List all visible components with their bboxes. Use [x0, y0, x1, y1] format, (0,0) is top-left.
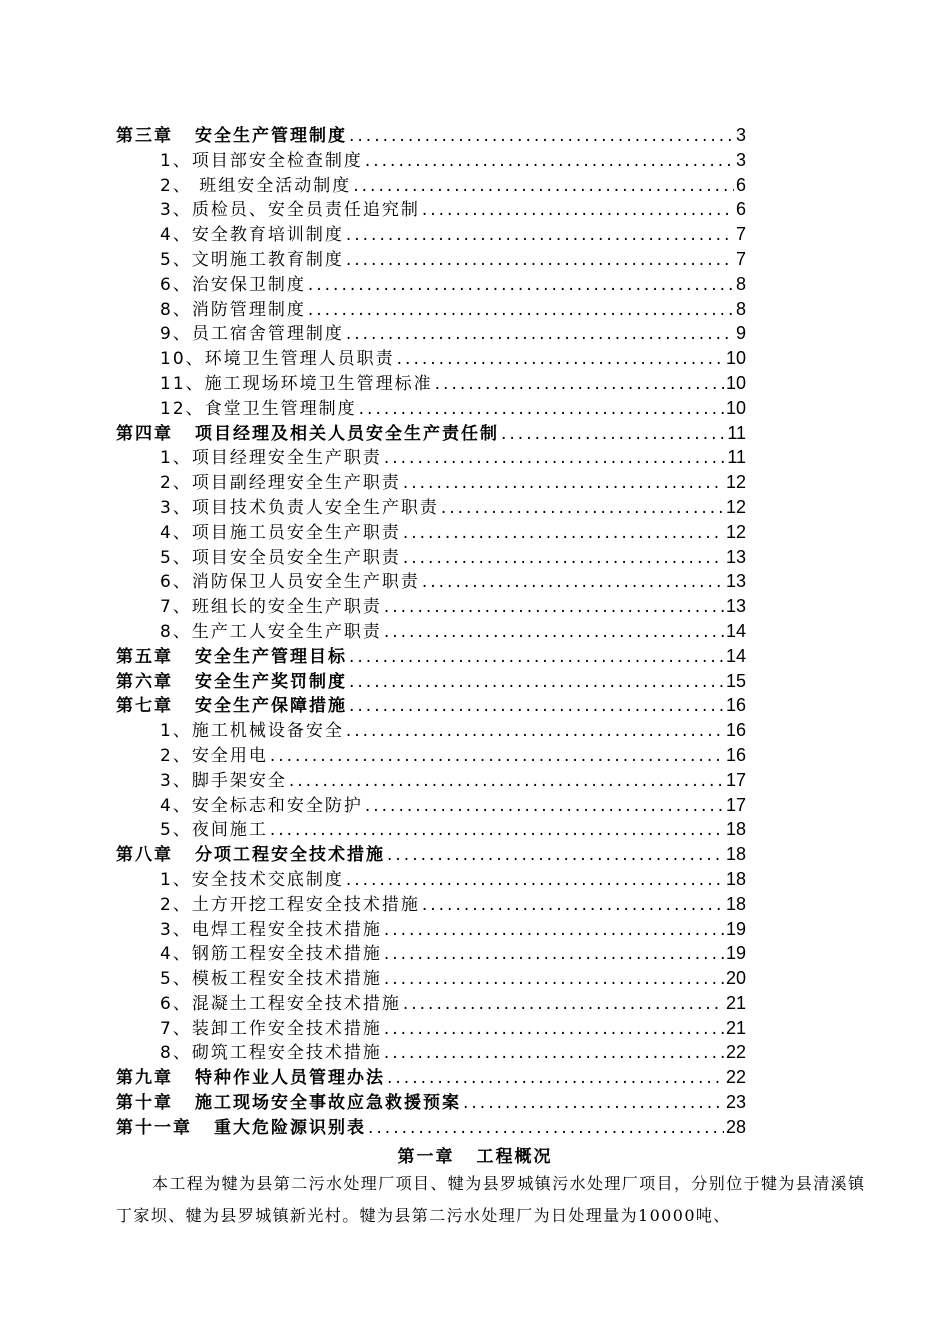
toc-dot-leader: [384, 942, 724, 966]
toc-item-entry[interactable]: [116, 817, 746, 842]
toc-dot-leader: [501, 422, 725, 446]
toc-entry-title: [160, 818, 268, 842]
toc-entry-title: [160, 744, 268, 768]
toc-entry-number: 8、: [160, 1043, 192, 1064]
toc-entry-text: 项目技术负责人安全生产职责: [191, 497, 439, 518]
toc-dot-leader: [368, 1116, 724, 1140]
toc-page-number: 21: [725, 1017, 746, 1038]
toc-entry-title: [160, 1017, 382, 1041]
section-number: 第一章: [397, 1147, 455, 1167]
toc-page-number: 21: [725, 992, 746, 1013]
toc-page-number: 22: [725, 1067, 746, 1088]
toc-chapter-entry[interactable]: [116, 1090, 746, 1115]
toc-entry-title: [160, 149, 363, 173]
toc-entry-text: 混凝土工程安全技术措施: [191, 993, 401, 1014]
toc-dot-leader: [403, 471, 724, 495]
toc-entry-number: 第七章: [116, 696, 173, 717]
toc-entry-title: [160, 397, 357, 421]
toc-entry-title: [160, 248, 344, 272]
toc-item-entry[interactable]: [116, 148, 746, 173]
toc-entry-text: 安全技术交底制度: [191, 869, 344, 890]
toc-entry-text: 项目经理及相关人员安全生产责任制: [195, 423, 499, 444]
toc-entry-text: 安全用电: [191, 745, 268, 766]
toc-entry-number: 5、: [160, 249, 192, 270]
toc-dot-leader: [349, 645, 724, 669]
toc-entry-title: [116, 1066, 385, 1090]
toc-entry-number: 6、: [160, 572, 192, 593]
toc-entry-text: 安全标志和安全防护: [191, 795, 363, 816]
toc-entry-title: [160, 719, 344, 743]
toc-dot-leader: [353, 174, 734, 198]
toc-entry-number: 4、: [160, 944, 192, 965]
toc-page-number: 14: [725, 620, 746, 641]
toc-item-entry[interactable]: [116, 569, 746, 594]
toc-entry-text: 项目部安全检查制度: [191, 150, 363, 171]
toc-entry-number: 3、: [160, 919, 192, 940]
toc-item-entry[interactable]: [116, 966, 746, 991]
toc-entry-text: 施工机械设备安全: [191, 721, 344, 742]
toc-dot-leader: [384, 1041, 724, 1065]
toc-entry-text: 砌筑工程安全技术措施: [191, 1043, 382, 1064]
toc-entry-number: 2、: [160, 473, 192, 494]
toc-entry-title: [116, 1091, 461, 1115]
toc-entry-number: 5、: [160, 820, 192, 841]
toc-entry-number: 7、: [160, 1018, 192, 1039]
toc-dot-leader: [384, 1017, 724, 1041]
toc-entry-title: [160, 322, 344, 346]
toc-page-number: 11: [727, 422, 746, 443]
toc-entry-title: [116, 422, 499, 446]
toc-item-entry[interactable]: [116, 173, 746, 198]
toc-entry-number: 第十章: [116, 1093, 173, 1114]
toc-dot-leader: [384, 918, 724, 942]
toc-item-entry[interactable]: [116, 991, 746, 1016]
toc-dot-leader: [365, 794, 724, 818]
toc-chapter-entry[interactable]: [116, 1115, 746, 1140]
toc-item-entry[interactable]: [116, 545, 746, 570]
toc-entry-title: [160, 298, 306, 322]
toc-entry-number: 11、: [160, 373, 205, 394]
toc-page-number: 10: [725, 348, 746, 369]
toc-entry-text: 夜间施工: [191, 820, 268, 841]
toc-entry-number: 7、: [160, 597, 192, 618]
toc-page-number: 18: [725, 819, 746, 840]
toc-item-entry[interactable]: [116, 594, 746, 619]
toc-entry-title: [160, 769, 287, 793]
toc-entry-number: 4、: [160, 795, 192, 816]
toc-entry-title: [160, 546, 401, 570]
toc-entry-text: 电焊工程安全技术措施: [191, 919, 382, 940]
toc-item-entry[interactable]: [116, 917, 746, 942]
toc-entry-text: 土方开挖工程安全技术措施: [191, 894, 420, 915]
toc-entry-number: 12、: [160, 398, 205, 419]
toc-entry-text: 脚手架安全: [191, 770, 287, 791]
toc-dot-leader: [346, 248, 734, 272]
toc-entry-number: 1、: [160, 448, 192, 469]
toc-entry-text: 模板工程安全技术措施: [191, 969, 382, 990]
section-title: 工程概况: [476, 1147, 553, 1167]
toc-item-entry[interactable]: [116, 892, 746, 917]
toc-entry-title: [160, 471, 401, 495]
toc-entry-number: 9、: [160, 324, 192, 345]
toc-entry-text: 环境卫生管理人员职责: [204, 349, 395, 370]
toc-dot-leader: [365, 149, 734, 173]
toc-page-number: 13: [725, 596, 746, 617]
toc-entry-text: 班组安全活动制度: [191, 175, 352, 196]
toc-page-number: 11: [727, 447, 746, 468]
toc-entry-text: 消防保卫人员安全生产职责: [191, 572, 420, 593]
toc-dot-leader: [435, 372, 724, 396]
toc-page-number: 16: [725, 744, 746, 765]
toc-entry-title: [160, 570, 420, 594]
toc-dot-leader: [270, 818, 724, 842]
toc-dot-leader: [384, 967, 724, 991]
toc-entry-title: [116, 1116, 366, 1140]
toc-item-entry[interactable]: [116, 247, 746, 272]
toc-entry-number: 8、: [160, 299, 192, 320]
toc-entry-number: 3、: [160, 497, 192, 518]
toc-entry-text: 项目安全员安全生产职责: [191, 547, 401, 568]
toc-item-entry[interactable]: [116, 495, 746, 520]
toc-entry-title: [160, 496, 439, 520]
toc-entry-number: 3、: [160, 200, 192, 221]
toc-dot-leader: [270, 744, 724, 768]
toc-entry-number: 5、: [160, 969, 192, 990]
toc-chapter-entry[interactable]: [116, 1065, 746, 1090]
toc-entry-text: 钢筋工程安全技术措施: [191, 944, 382, 965]
body-paragraph: 本工程为犍为县第二污水处理厂项目、犍为县罗城镇污水处理厂项目，分别位于犍为县清溪镇丁家坝、犍为县罗城镇新光村。犍为县第二污水处理厂为日处理量为10000吨、: [116, 1174, 866, 1225]
toc-item-entry[interactable]: [116, 619, 746, 644]
toc-dot-leader: [308, 273, 734, 297]
toc-entry-text: 安全生产保障措施: [195, 696, 347, 717]
toc-dot-leader: [346, 719, 724, 743]
toc-item-entry[interactable]: [116, 297, 746, 322]
toc-item-entry[interactable]: [116, 1040, 746, 1065]
toc-page-number: 20: [725, 968, 746, 989]
toc-dot-leader: [441, 496, 724, 520]
toc-page-number: 13: [725, 546, 746, 567]
toc-dot-leader: [384, 620, 724, 644]
toc-entry-title: [160, 273, 306, 297]
toc-entry-number: 第五章: [116, 646, 173, 667]
toc-entry-number: 2、: [160, 745, 192, 766]
toc-entry-number: 1、: [160, 150, 192, 171]
toc-dot-leader: [346, 322, 734, 346]
toc-dot-leader: [387, 1066, 724, 1090]
toc-item-entry[interactable]: [116, 520, 746, 545]
toc-page-number: 3: [735, 125, 746, 145]
toc-chapter-entry[interactable]: [116, 669, 746, 694]
toc-dot-leader: [403, 521, 724, 545]
toc-entry-number: 1、: [160, 721, 192, 742]
toc-entry-text: 项目施工员安全生产职责: [191, 522, 401, 543]
toc-page-number: 7: [735, 248, 746, 269]
toc-entry-text: 治安保卫制度: [191, 274, 306, 295]
toc-page-number: 17: [725, 769, 746, 790]
toc-entry-number: 10、: [160, 349, 205, 370]
toc-dot-leader: [349, 694, 724, 718]
toc-item-entry[interactable]: [116, 718, 746, 743]
toc-page-number: 18: [725, 868, 746, 889]
toc-page-number: 15: [725, 670, 746, 691]
toc-entry-text: 安全生产奖罚制度: [195, 671, 347, 692]
toc-entry-number: 3、: [160, 770, 192, 791]
toc-dot-leader: [422, 893, 724, 917]
toc-dot-leader: [463, 1091, 724, 1115]
toc-entry-title: [160, 1041, 382, 1065]
toc-chapter-entry[interactable]: [116, 421, 746, 446]
toc-page-number: 6: [735, 174, 746, 195]
toc-page-number: 18: [725, 844, 746, 865]
toc-entry-number: 1、: [160, 869, 192, 890]
toc-entry-text: 班组长的安全生产职责: [191, 597, 382, 618]
toc-entry-title: [160, 372, 433, 396]
toc-dot-leader: [403, 992, 724, 1016]
toc-entry-number: 第六章: [116, 671, 173, 692]
toc-item-entry[interactable]: [116, 321, 746, 346]
toc-entry-number: 第九章: [116, 1068, 173, 1089]
toc-entry-title: [160, 521, 401, 545]
toc-chapter-entry[interactable]: [116, 693, 746, 718]
toc-dot-leader: [289, 769, 724, 793]
toc-dot-leader: [387, 843, 724, 867]
toc-entry-number: 第三章: [116, 126, 173, 146]
toc-entry-number: 2、: [160, 894, 192, 915]
toc-entry-number: 8、: [160, 621, 192, 642]
toc-entry-text: 质检员、安全员责任追究制: [191, 200, 420, 221]
toc-entry-text: 项目经理安全生产职责: [191, 448, 382, 469]
toc-item-entry[interactable]: [116, 941, 746, 966]
toc-page-number: 13: [725, 571, 746, 592]
toc-entry-title: [160, 942, 382, 966]
toc-page-number: 28: [725, 1116, 746, 1137]
toc-item-entry[interactable]: [116, 222, 746, 247]
toc-dot-leader: [346, 223, 734, 247]
body-paragraph-container: [116, 1168, 866, 1232]
section-heading: [0, 1145, 950, 1169]
toc-entry-text: 文明施工教育制度: [191, 249, 344, 270]
toc-item-entry[interactable]: [116, 768, 746, 793]
toc-entry-number: 4、: [160, 225, 192, 246]
toc-entry-title: [116, 843, 385, 867]
toc-entry-number: 第十一章: [116, 1117, 192, 1138]
toc-entry-number: 6、: [160, 993, 192, 1014]
toc-entry-text: 重大危险源识别表: [214, 1117, 366, 1138]
toc-page-number: 19: [725, 918, 746, 939]
table-of-contents: [116, 123, 746, 1140]
toc-item-entry[interactable]: [116, 272, 746, 297]
toc-page-number: 18: [725, 893, 746, 914]
toc-entry-number: 5、: [160, 547, 192, 568]
toc-item-entry[interactable]: [116, 470, 746, 495]
toc-page-number: 22: [725, 1042, 746, 1063]
toc-entry-text: 安全生产管理目标: [195, 646, 347, 667]
toc-item-entry[interactable]: [116, 445, 746, 470]
toc-entry-title: [160, 347, 395, 371]
toc-page-number: 23: [725, 1092, 746, 1113]
toc-item-entry[interactable]: [116, 793, 746, 818]
toc-page-number: 16: [725, 695, 746, 716]
toc-chapter-entry[interactable]: [116, 123, 746, 148]
toc-dot-leader: [384, 446, 725, 470]
toc-entry-number: 4、: [160, 522, 192, 543]
toc-item-entry[interactable]: [116, 867, 746, 892]
toc-entry-text: 员工宿舍管理制度: [191, 324, 344, 345]
toc-dot-leader: [308, 298, 734, 322]
toc-page-number: 9: [735, 323, 746, 344]
toc-entry-text: 消防管理制度: [191, 299, 306, 320]
toc-entry-title: [160, 992, 401, 1016]
toc-page-number: 6: [735, 199, 746, 220]
toc-item-entry[interactable]: [116, 743, 746, 768]
toc-entry-title: [160, 595, 382, 619]
toc-dot-leader: [349, 124, 734, 148]
toc-page-number: 12: [725, 521, 746, 542]
toc-entry-title: [160, 198, 420, 222]
toc-dot-leader: [397, 347, 724, 371]
toc-dot-leader: [349, 670, 724, 694]
toc-entry-text: 施工现场安全事故应急救援预案: [195, 1093, 461, 1114]
toc-dot-leader: [359, 397, 724, 421]
toc-page-number: 12: [725, 472, 746, 493]
toc-page-number: 14: [725, 645, 746, 666]
toc-entry-title: [160, 794, 363, 818]
toc-entry-text: 分项工程安全技术措施: [195, 845, 385, 866]
toc-entry-title: [116, 124, 347, 148]
toc-entry-title: [160, 967, 382, 991]
toc-item-entry[interactable]: [116, 371, 746, 396]
toc-entry-title: [116, 645, 347, 669]
toc-page-number: 12: [725, 496, 746, 517]
toc-entry-title: [160, 893, 420, 917]
toc-page-number: 17: [725, 794, 746, 815]
toc-entry-number: 第四章: [116, 423, 173, 444]
toc-entry-number: 2、: [160, 175, 192, 196]
toc-page-number: 19: [725, 943, 746, 964]
toc-entry-text: 施工现场环境卫生管理标准: [204, 373, 433, 394]
toc-page-number: 10: [725, 397, 746, 418]
toc-entry-text: 安全教育培训制度: [191, 225, 344, 246]
toc-page-number: 3: [735, 149, 746, 170]
toc-item-entry[interactable]: [116, 197, 746, 222]
toc-page-number: 7: [735, 224, 746, 245]
toc-item-entry[interactable]: [116, 346, 746, 371]
toc-entry-title: [160, 918, 382, 942]
toc-entry-text: 装卸工作安全技术措施: [191, 1018, 382, 1039]
toc-entry-title: [116, 670, 347, 694]
toc-entry-text: 特种作业人员管理办法: [195, 1068, 385, 1089]
toc-chapter-entry[interactable]: [116, 644, 746, 669]
toc-entry-text: 生产工人安全生产职责: [191, 621, 382, 642]
toc-page-number: 8: [735, 298, 746, 319]
toc-dot-leader: [422, 570, 724, 594]
toc-entry-number: 6、: [160, 274, 192, 295]
toc-entry-title: [160, 446, 382, 470]
toc-page-number: 8: [735, 273, 746, 294]
toc-entry-title: [160, 174, 351, 198]
toc-dot-leader: [384, 595, 724, 619]
toc-entry-number: 第八章: [116, 845, 173, 866]
toc-entry-text: 食堂卫生管理制度: [204, 398, 357, 419]
toc-entry-title: [160, 223, 344, 247]
toc-item-entry[interactable]: [116, 396, 746, 421]
toc-entry-text: 项目副经理安全生产职责: [191, 473, 401, 494]
toc-entry-title: [116, 694, 347, 718]
toc-item-entry[interactable]: [116, 1016, 746, 1041]
toc-dot-leader: [422, 198, 734, 222]
toc-page-number: 10: [725, 372, 746, 393]
toc-dot-leader: [346, 868, 724, 892]
toc-chapter-entry[interactable]: [116, 842, 746, 867]
toc-entry-title: [160, 868, 344, 892]
toc-dot-leader: [403, 546, 724, 570]
toc-entry-text: 安全生产管理制度: [195, 126, 347, 146]
toc-entry-title: [160, 620, 382, 644]
toc-page-number: 16: [725, 720, 746, 741]
